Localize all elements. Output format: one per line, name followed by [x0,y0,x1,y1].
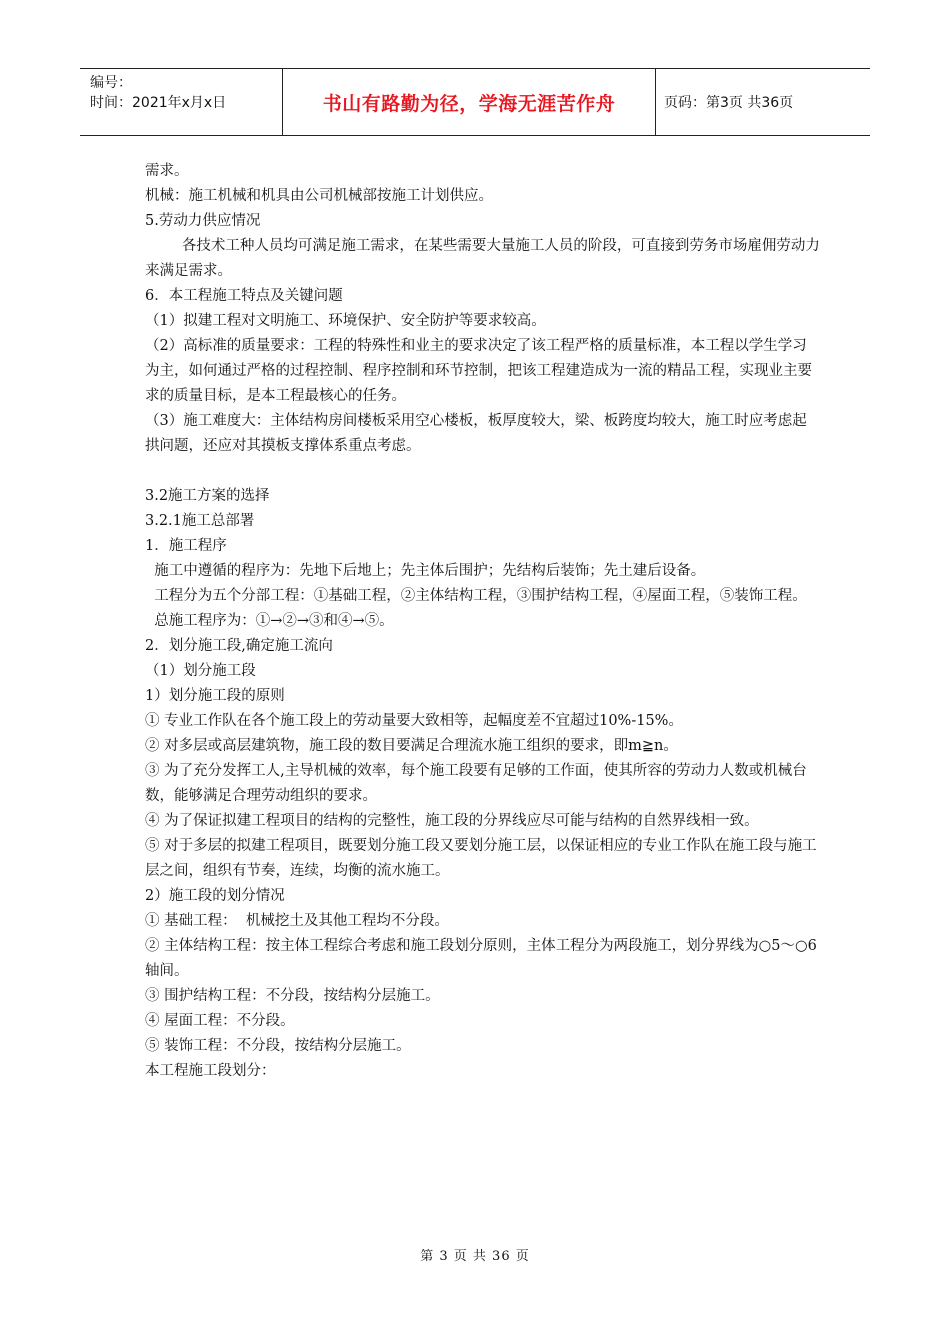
section-heading: 1．施工程序 [145,538,227,554]
date-label: 时间：2021年x月x日 [90,95,227,111]
spacer [145,459,820,484]
paragraph: 2）施工段的划分情况 [145,888,285,904]
list-item: ② 主体结构工程：按主体工程综合考虑和施工段划分原则，主体工程分为两段施工，划分界线为○5～○6轴间。 [145,938,817,979]
paragraph: 总施工程序为：①→②→③和④→⑤。 [145,613,394,629]
list-item: ④ 屋面工程：不分段。 [145,1013,295,1029]
list-item: ① 专业工作队在各个施工段上的劳动量要大致相等，起幅度差不宜超过10%-15%。 [145,713,683,729]
paragraph: （1）拟建工程对文明施工、环境保护、安全防护等要求较高。 [145,313,546,329]
section-heading: 6．本工程施工特点及关键问题 [145,288,343,304]
list-item: ② 对多层或高层建筑物，施工段的数目要满足合理流水施工组织的要求，即m≧n。 [145,738,678,754]
paragraph: 需求。 [145,163,189,179]
paragraph: 施工中遵循的程序为：先地下后地上；先主体后围护；先结构后装饰；先土建后设备。 [145,563,706,579]
page-header [80,68,870,136]
header-motto: 书山有路勤为径，学海无涯苦作舟 [283,69,656,135]
list-item: ⑤ 对于多层的拟建工程项目，既要划分施工段又要划分施工层，以保证相应的专业工作队在施工段与施工层之间，组织有节奏，连续，均衡的流水施工。 [145,838,817,879]
document-body [145,159,820,1084]
header-page-label: 页码：第3页 共36页 [664,95,794,111]
paragraph: 本工程施工段划分： [145,1063,276,1079]
header-meta-cell [80,69,283,135]
page-footer: 第 3 页 共 36 页 [420,1249,530,1264]
doc-number-label: 编号： [90,75,132,91]
section-heading: 3.2施工方案的选择 [145,488,270,504]
list-item: ⑤ 装饰工程：不分段，按结构分层施工。 [145,1038,411,1054]
paragraph: （2）高标准的质量要求：工程的特殊性和业主的要求决定了该工程严格的质量标准，本工程以学生学习为主，如何通过严格的过程控制、程序控制和环节控制，把该工程建造成为一流的精品工程，实现业主要求的质量目标，是本工程最核心的任务。 [145,338,812,404]
section-heading: 2．划分施工段,确定施工流向 [145,638,333,654]
list-item: ① 基础工程： 机械挖土及其他工程均不分段。 [145,913,449,929]
paragraph: 工程分为五个分部工程：①基础工程，②主体结构工程，③围护结构工程，④屋面工程，⑤装饰工程。 [145,588,807,604]
paragraph: （1）划分施工段 [145,663,256,679]
list-item: ③ 围护结构工程：不分段，按结构分层施工。 [145,988,440,1004]
paragraph: 1）划分施工段的原则 [145,688,285,704]
section-heading: 5.劳动力供应情况 [145,213,261,229]
paragraph: 各技术工种人员均可满足施工需求，在某些需要大量施工人员的阶段，可直接到劳务市场雇佣劳动力来满足需求。 [145,238,820,279]
paragraph: （3）施工难度大：主体结构房间楼板采用空心楼板，板厚度较大，梁、板跨度均较大，施工时应考虑起拱问题，还应对其摸板支撑体系重点考虑。 [145,413,807,454]
paragraph: 机械：施工机械和机具由公司机械部按施工计划供应。 [145,188,493,204]
subsection-heading: 3.2.1施工总部署 [145,513,255,529]
list-item: ④ 为了保证拟建工程项目的结构的完整性，施工段的分界线应尽可能与结构的自然界线相一致。 [145,813,759,829]
list-item: ③ 为了充分发挥工人,主导机械的效率，每个施工段要有足够的工作面，使其所容的劳动力人数或机械台数，能够满足合理劳动组织的要求。 [145,763,807,804]
